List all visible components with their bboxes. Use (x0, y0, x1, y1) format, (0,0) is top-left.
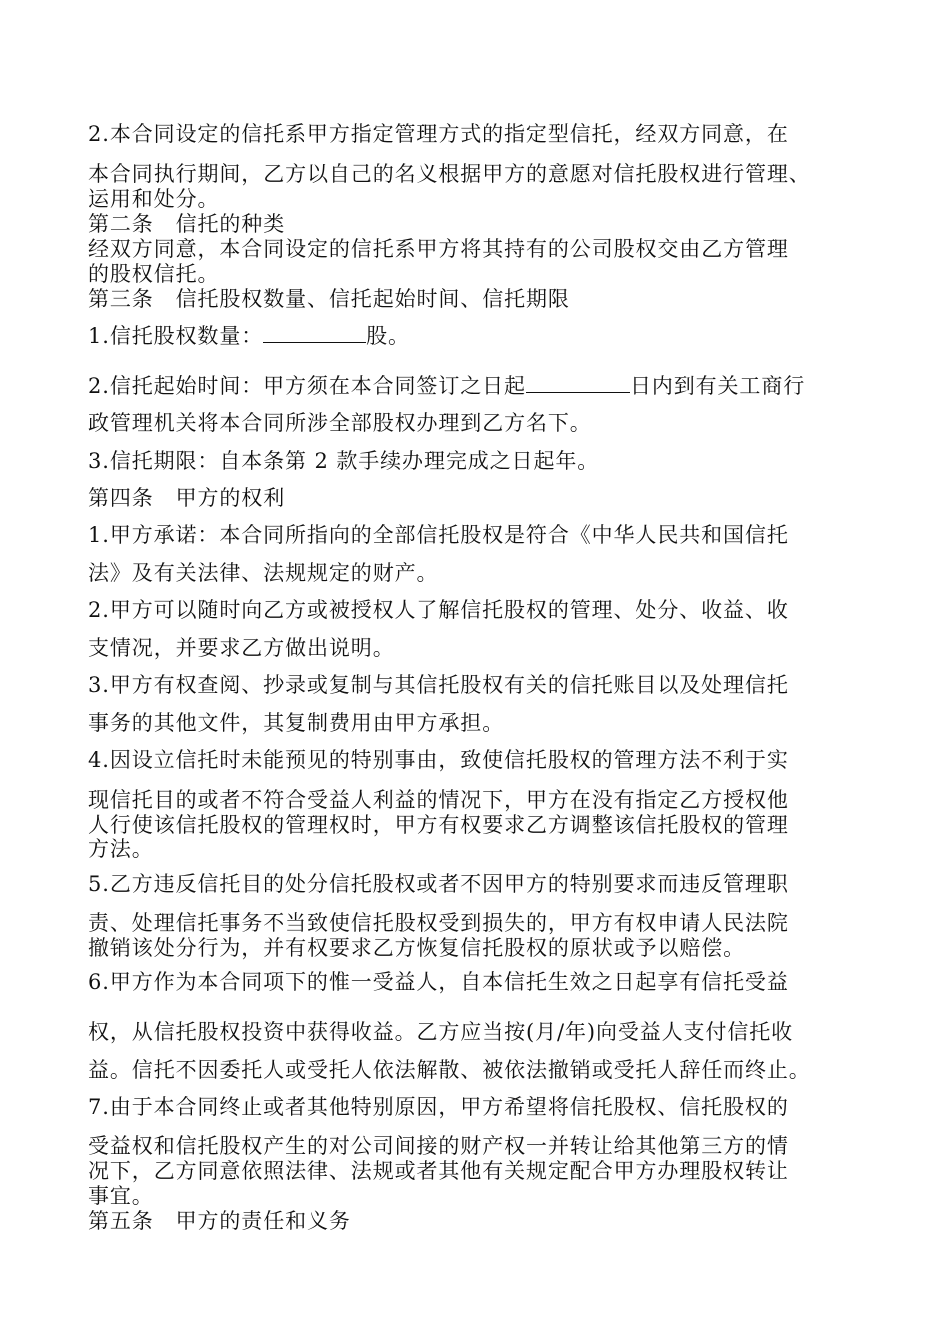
text-line: 况下，乙方同意依照法律、法规或者其他有关规定配合甲方办理股权转让 (88, 1159, 789, 1183)
text-line: 人行使该信托股权的管理权时，甲方有权要求乙方调整该信托股权的管理 (88, 813, 789, 837)
section-heading: 第三条 信托股权数量、信托起始时间、信托期限 (88, 287, 570, 311)
text-segment: 日内到有关工商行 (629, 374, 806, 398)
text-line: 5.乙方违反信托目的处分信托股权或者不因甲方的特别要求而违反管理职 (88, 872, 789, 896)
text-line: 本合同执行期间，乙方以自己的名义根据甲方的意愿对信托股权进行管理、 (88, 162, 811, 186)
text-line: 受益权和信托股权产生的对公司间接的财产权一并转让给其他第三方的情 (88, 1134, 789, 1158)
text-line: 运用和处分。 (88, 187, 220, 211)
text-line: 4.因设立信托时未能预见的特别事由，致使信托股权的管理方法不利于实 (88, 748, 789, 772)
text-line: 事宜。 (88, 1184, 154, 1208)
text-line: 6.甲方作为本合同项下的惟一受益人，自本信托生效之日起享有信托受益 (88, 970, 789, 994)
text-line (88, 324, 410, 348)
text-line: 1.甲方承诺：本合同所指向的全部信托股权是符合《中华人民共和国信托 (88, 523, 789, 547)
section-heading: 第五条 甲方的责任和义务 (88, 1209, 351, 1233)
text-line: 政管理机关将本合同所涉全部股权办理到乙方名下。 (88, 411, 592, 435)
text-line: 的股权信托。 (88, 262, 220, 286)
text-line: 法》及有关法律、法规规定的财产。 (88, 561, 439, 585)
section-heading: 第四条 甲方的权利 (88, 486, 286, 510)
text-line: 3.甲方有权查阅、抄录或复制与其信托股权有关的信托账目以及处理信托 (88, 673, 789, 697)
text-line: 责、处理信托事务不当致使信托股权受到损失的，甲方有权申请人民法院 (88, 911, 789, 935)
text-segment: 2.信托起始时间：甲方须在本合同签订之日起 (88, 374, 526, 398)
text-line: 方法。 (88, 837, 154, 861)
section-heading: 第二条 信托的种类 (88, 212, 286, 236)
fill-in-blank (526, 374, 630, 393)
text-line: 支情况，并要求乙方做出说明。 (88, 636, 395, 660)
fill-in-blank (263, 324, 366, 343)
text-line: 撤销该处分行为，并有权要求乙方恢复信托股权的原状或予以赔偿。 (88, 936, 745, 960)
text-line: 经双方同意，本合同设定的信托系甲方将其持有的公司股权交由乙方管理 (88, 237, 789, 261)
text-line: 益。信托不因委托人或受托人依法解散、被依法撤销或受托人辞任而终止。 (88, 1058, 811, 1082)
text-line: 权，从信托股权投资中获得收益。乙方应当按(月/年)向受益人支付信托收 (88, 1020, 794, 1044)
text-segment: 股。 (366, 324, 410, 348)
text-line: 7.由于本合同终止或者其他特别原因，甲方希望将信托股权、信托股权的 (88, 1095, 789, 1119)
text-line: 2.本合同设定的信托系甲方指定管理方式的指定型信托，经双方同意，在 (88, 122, 789, 146)
text-line: 3.信托期限：自本条第 2 款手续办理完成之日起年。 (88, 449, 600, 473)
text-line: 2.甲方可以随时向乙方或被授权人了解信托股权的管理、处分、收益、收 (88, 598, 789, 622)
text-line: 事务的其他文件，其复制费用由甲方承担。 (88, 711, 505, 735)
text-segment: 1.信托股权数量： (88, 324, 264, 348)
text-line (88, 374, 805, 398)
text-line: 现信托目的或者不符合受益人利益的情况下，甲方在没有指定乙方授权他 (88, 788, 789, 812)
